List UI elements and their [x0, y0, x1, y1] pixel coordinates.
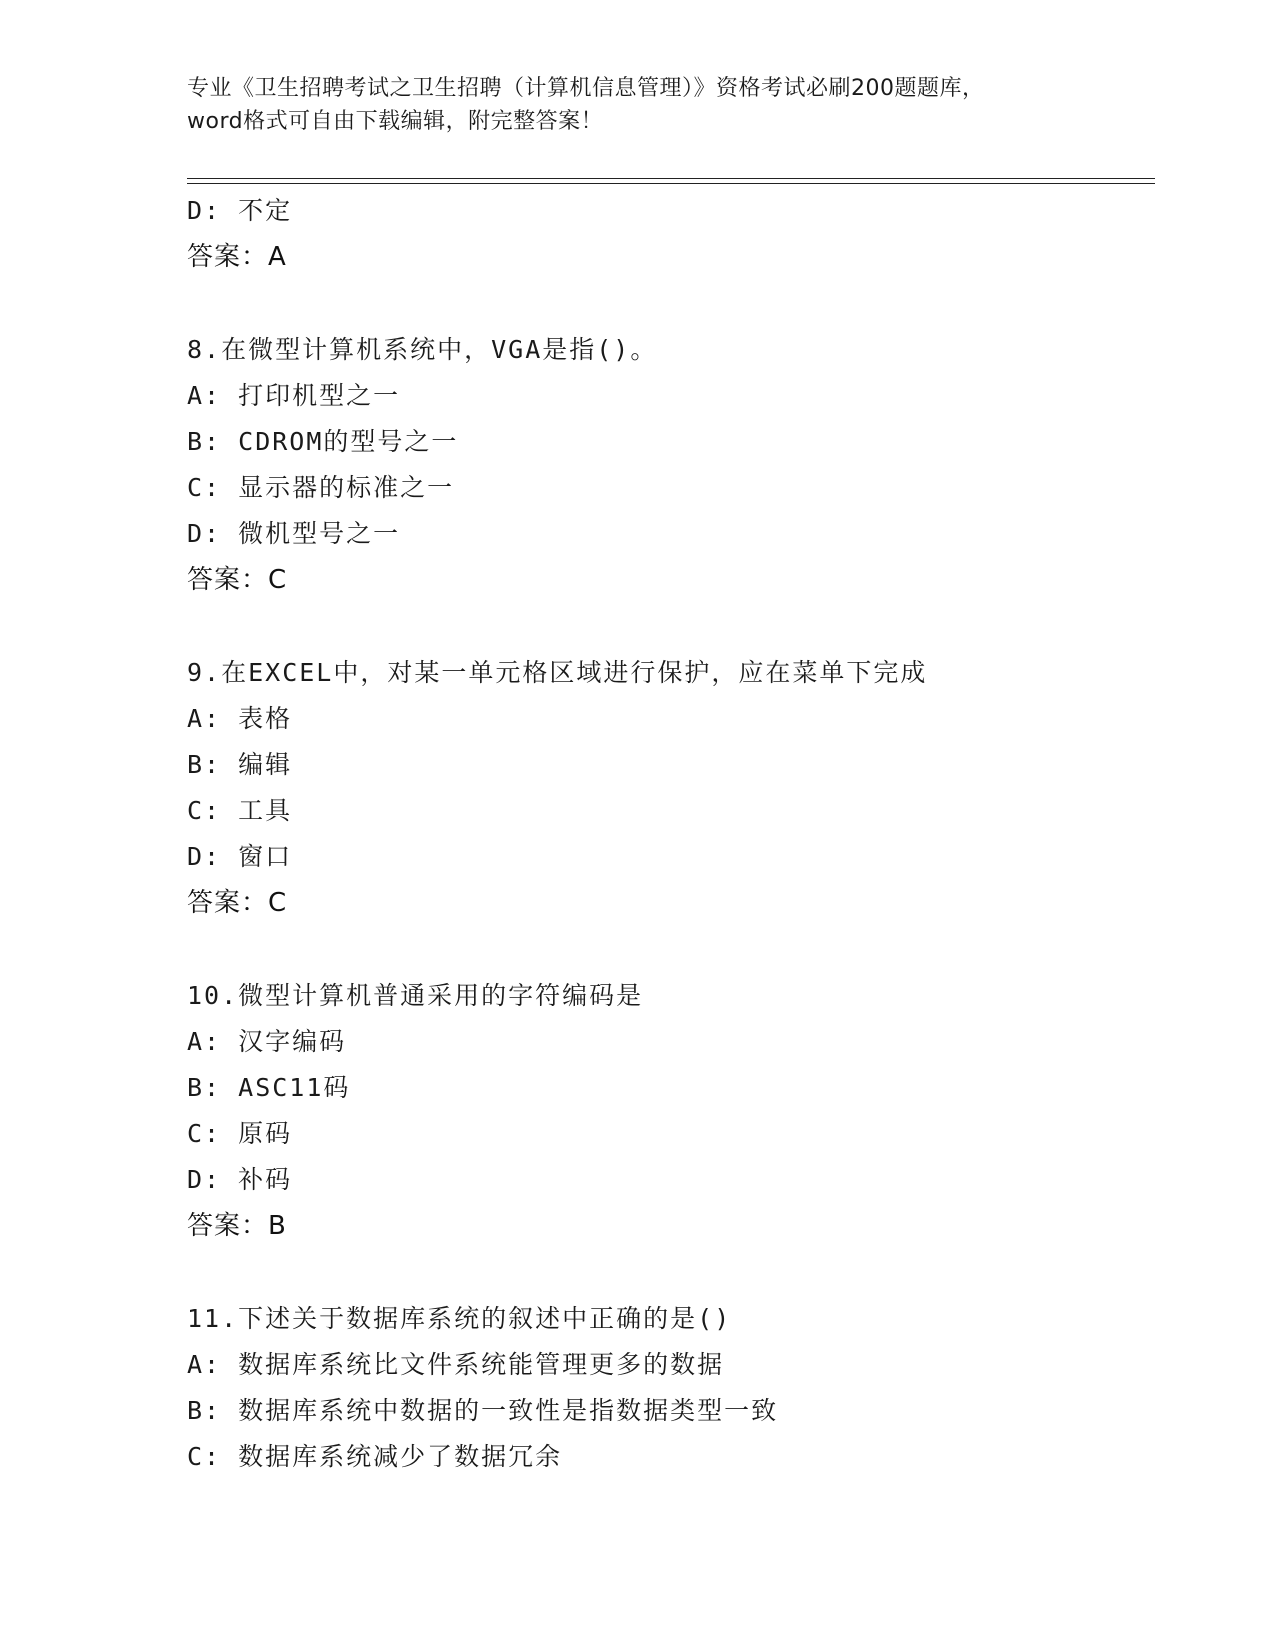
option-c: C: 工具 [187, 796, 293, 825]
answer-line: 答案：C [187, 565, 288, 595]
option-d: D: 窗口 [187, 842, 293, 871]
option-c: C: 数据库系统减少了数据冗余 [187, 1442, 563, 1471]
answer-line: 答案：A [187, 242, 287, 272]
option-c: C: 原码 [187, 1119, 293, 1148]
spacer [187, 280, 1187, 327]
spacer [187, 926, 1187, 973]
question-9 [187, 650, 1187, 926]
spacer [187, 603, 1187, 650]
question-stem: 10.微型计算机普通采用的字符编码是 [187, 981, 644, 1010]
option-a: A: 表格 [187, 704, 293, 733]
question-stem: 9.在EXCEL中，对某一单元格区域进行保护，应在菜单下完成 [187, 658, 928, 687]
option-b: B: CDROM的型号之一 [187, 427, 459, 456]
question-stem: 8.在微型计算机系统中，VGA是指()。 [187, 335, 658, 364]
option-b: B: ASC11码 [187, 1073, 351, 1102]
answer-line: 答案：B [187, 1211, 287, 1241]
option-a: A: 汉字编码 [187, 1027, 347, 1056]
previous-question-tail [187, 188, 1187, 280]
spacer [187, 1249, 1187, 1296]
question-8 [187, 327, 1187, 603]
option-b: B: 数据库系统中数据的一致性是指数据类型一致 [187, 1396, 779, 1425]
document-header [187, 72, 1087, 138]
option-a: A: 打印机型之一 [187, 381, 401, 410]
option-d: D: 补码 [187, 1165, 293, 1194]
question-list [187, 188, 1187, 1480]
answer-line: 答案：C [187, 888, 288, 918]
option-d: D: 不定 [187, 196, 293, 225]
header-divider-bottom [187, 183, 1155, 184]
header-line-2: word格式可自由下载编辑，附完整答案！ [187, 109, 604, 134]
option-b: B: 编辑 [187, 750, 293, 779]
option-c: C: 显示器的标准之一 [187, 473, 455, 502]
header-divider-top [187, 178, 1155, 179]
question-stem: 11.下述关于数据库系统的叙述中正确的是() [187, 1304, 732, 1333]
option-d: D: 微机型号之一 [187, 519, 401, 548]
option-a: A: 数据库系统比文件系统能管理更多的数据 [187, 1350, 725, 1379]
header-line-1: 专业《卫生招聘考试之卫生招聘（计算机信息管理）》资格考试必刷200题题库， [187, 76, 985, 101]
question-11 [187, 1296, 1187, 1480]
question-10 [187, 973, 1187, 1249]
